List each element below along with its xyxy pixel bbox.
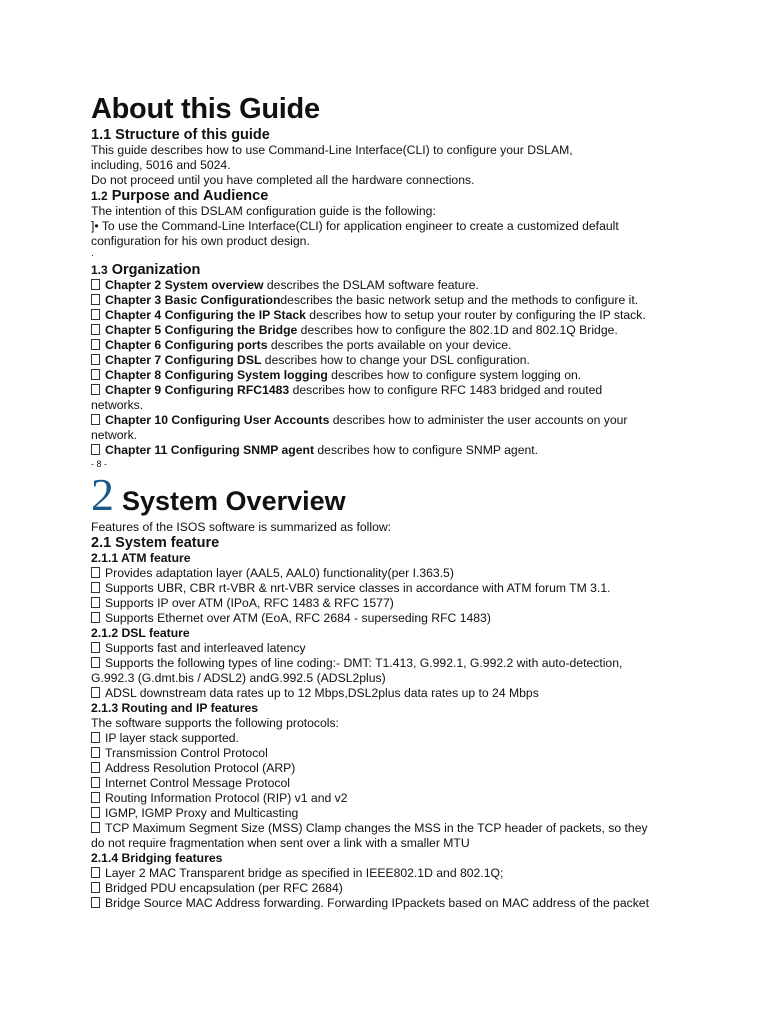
checkbox-glyph-icon xyxy=(91,354,100,365)
paragraph-line: The software supports the following protocols: xyxy=(91,716,339,730)
chapter-heading: System Overview xyxy=(122,486,346,516)
checkbox-glyph-icon xyxy=(91,762,100,773)
subsection-heading-dsl: 2.1.2 DSL feature xyxy=(91,626,190,640)
bullet-text: To use the Command-Line Interface(CLI) for application engineer to create a customized default xyxy=(98,219,619,233)
list-item: Chapter 5 Configuring the Bridge describes how to configure the 802.1D and 802.1Q Bridge. xyxy=(91,323,681,338)
list-item: Supports UBR, CBR rt-VBR & nrt-VBR service classes in accordance with ATM forum TM 3.1. xyxy=(91,581,681,596)
list-item: Bridged PDU encapsulation (per RFC 2684) xyxy=(91,881,681,896)
subsection-heading-routing: 2.1.3 Routing and IP features xyxy=(91,701,259,715)
checkbox-glyph-icon xyxy=(91,309,100,320)
checkbox-glyph-icon xyxy=(91,882,100,893)
paragraph-line: Do not proceed until you have completed all the hardware connections. xyxy=(91,173,475,187)
subsection-heading-bridging: 2.1.4 Bridging features xyxy=(91,851,223,865)
checkbox-glyph-icon xyxy=(91,792,100,803)
checkbox-glyph-icon xyxy=(91,324,100,335)
paragraph-line: configuration for his own product design. xyxy=(91,234,310,248)
checkbox-glyph-icon xyxy=(91,567,100,578)
list-item: Bridge Source MAC Address forwarding. Forwarding IPpackets based on MAC address of the packet xyxy=(91,896,681,911)
checkbox-glyph-icon xyxy=(91,867,100,878)
list-item-continuation: G.992.3 (G.dmt.bis / ADSL2) andG.992.5 (ADSL2plus) xyxy=(91,671,386,685)
checkbox-glyph-icon xyxy=(91,597,100,608)
chapter-number: 2 xyxy=(91,469,114,520)
checkbox-glyph-icon xyxy=(91,897,100,908)
chapter-title xyxy=(91,469,681,520)
list-item: Address Resolution Protocol (ARP) xyxy=(91,761,681,776)
list-item: Chapter 9 Configuring RFC1483 describes how to configure RFC 1483 bridged and routed xyxy=(91,383,681,398)
page-number: - 8 - xyxy=(91,459,108,469)
list-item: Chapter 8 Configuring System logging describes how to configure system logging on. xyxy=(91,368,681,383)
checkbox-glyph-icon xyxy=(91,384,100,395)
checkbox-glyph-icon xyxy=(91,657,100,668)
section-heading-1-2 xyxy=(91,188,681,204)
section-heading-1-3 xyxy=(91,262,681,278)
paragraph-line: including, 5016 and 5024. xyxy=(91,158,231,172)
list-item: Supports fast and interleaved latency xyxy=(91,641,681,656)
checkbox-glyph-icon xyxy=(91,279,100,290)
checkbox-glyph-icon xyxy=(91,582,100,593)
bullet-mark: ]• xyxy=(91,219,99,233)
paragraph-line: This guide describes how to use Command-Line Interface(CLI) to configure your DSLAM, xyxy=(91,143,573,157)
section-number: 1.2 xyxy=(91,189,108,203)
section-title: Organization xyxy=(111,262,201,278)
list-item: IP layer stack supported. xyxy=(91,731,681,746)
checkbox-glyph-icon xyxy=(91,444,100,455)
checkbox-glyph-icon xyxy=(91,339,100,350)
list-item: Chapter 11 Configuring SNMP agent describes how to configure SNMP agent. xyxy=(91,443,681,458)
checkbox-glyph-icon xyxy=(91,369,100,380)
section-number: 1.3 xyxy=(91,263,108,277)
bullet-line xyxy=(91,219,681,234)
stray-dot: . xyxy=(91,248,94,259)
list-item: Internet Control Message Protocol xyxy=(91,776,681,791)
section-heading-1-1: 1.1 Structure of this guide xyxy=(91,127,270,143)
checkbox-glyph-icon xyxy=(91,687,100,698)
checkbox-glyph-icon xyxy=(91,807,100,818)
checkbox-glyph-icon xyxy=(91,777,100,788)
list-item: Chapter 10 Configuring User Accounts describes how to administer the user accounts on your xyxy=(91,413,681,428)
list-item: Supports IP over ATM (IPoA, RFC 1483 & RFC 1577) xyxy=(91,596,681,611)
list-item-continuation: networks. xyxy=(91,398,144,412)
list-item: Chapter 3 Basic Configurationdescribes the basic network setup and the methods to configure it. xyxy=(91,293,681,308)
list-item: Transmission Control Protocol xyxy=(91,746,681,761)
paragraph-line: Features of the ISOS software is summarized as follow: xyxy=(91,520,392,534)
list-item: Chapter 2 System overview describes the DSLAM software feature. xyxy=(91,278,681,293)
organization-list xyxy=(91,278,681,458)
list-item: Provides adaptation layer (AAL5, AAL0) functionality(per I.363.5) xyxy=(91,566,681,581)
list-item: Supports Ethernet over ATM (EoA, RFC 2684 - superseding RFC 1483) xyxy=(91,611,681,626)
list-item: Chapter 4 Configuring the IP Stack describes how to setup your router by configuring the IP stack. xyxy=(91,308,681,323)
page-content xyxy=(91,93,681,911)
list-item-continuation: network. xyxy=(91,428,138,442)
list-item: Chapter 7 Configuring DSL describes how to change your DSL configuration. xyxy=(91,353,681,368)
list-item: Chapter 6 Configuring ports describes the ports available on your device. xyxy=(91,338,681,353)
list-item: ADSL downstream data rates up to 12 Mbps,DSL2plus data rates up to 24 Mbps xyxy=(91,686,681,701)
list-item: Layer 2 MAC Transparent bridge as specified in IEEE802.1D and 802.1Q; xyxy=(91,866,681,881)
section-heading-2-1: 2.1 System feature xyxy=(91,535,220,551)
paragraph-line: The intention of this DSLAM configuration guide is the following: xyxy=(91,204,436,218)
list-item: IGMP, IGMP Proxy and Multicasting xyxy=(91,806,681,821)
checkbox-glyph-icon xyxy=(91,294,100,305)
checkbox-glyph-icon xyxy=(91,747,100,758)
checkbox-glyph-icon xyxy=(91,612,100,623)
list-item: Routing Information Protocol (RIP) v1 and v2 xyxy=(91,791,681,806)
list-item: Supports the following types of line coding:- DMT: T1.413, G.992.1, G.992.2 with auto-detection, xyxy=(91,656,681,671)
list-item-continuation: do not require fragmentation when sent over a link with a smaller MTU xyxy=(91,836,470,850)
checkbox-glyph-icon xyxy=(91,732,100,743)
checkbox-glyph-icon xyxy=(91,822,100,833)
checkbox-glyph-icon xyxy=(91,414,100,425)
list-item: TCP Maximum Segment Size (MSS) Clamp changes the MSS in the TCP header of packets, so they xyxy=(91,821,681,836)
page-title: About this Guide xyxy=(91,93,320,125)
subsection-heading-atm: 2.1.1 ATM feature xyxy=(91,551,191,565)
checkbox-glyph-icon xyxy=(91,642,100,653)
section-title: Purpose and Audience xyxy=(111,188,269,204)
